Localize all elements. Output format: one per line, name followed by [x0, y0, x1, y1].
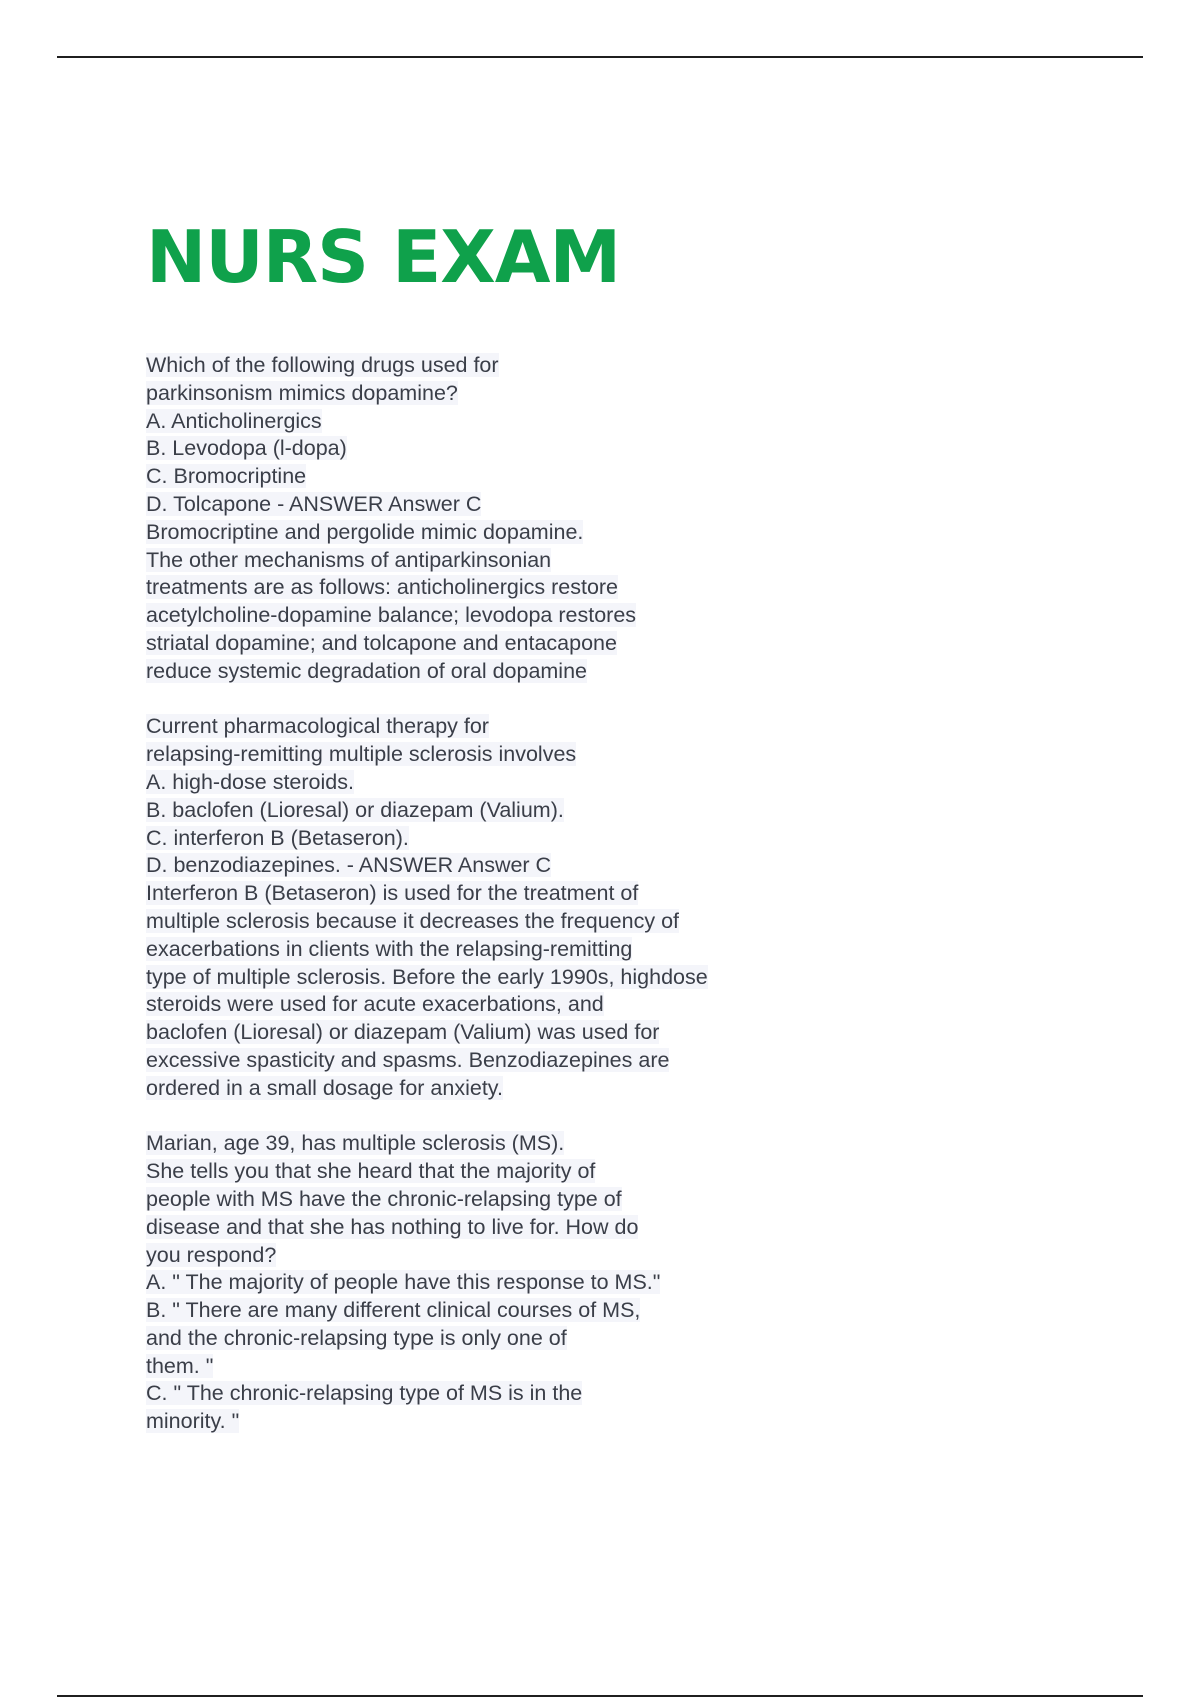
bottom-divider: [57, 1695, 1143, 1697]
answer-option: A. Anticholinergics: [146, 408, 322, 433]
text-line: She tells you that she heard that the majority of: [146, 1159, 596, 1184]
rationale-line: multiple sclerosis because it decreases the frequency of: [146, 908, 679, 933]
answer-option: C. " The chronic-relapsing type of MS is in the: [146, 1381, 583, 1406]
rationale-line: The other mechanisms of antiparkinsonian: [146, 547, 552, 572]
question-block-1: [146, 352, 826, 686]
rationale-line: treatments are as follows: anticholinergics restore: [146, 575, 619, 600]
document-title: NURS EXAM: [146, 215, 621, 299]
rationale-line: reduce systemic degradation of oral dopamine: [146, 658, 588, 683]
rationale-line: excessive spasticity and spasms. Benzodiazepines are: [146, 1047, 670, 1072]
answer-option: D. benzodiazepines. - ANSWER Answer C: [146, 853, 552, 878]
answer-option: and the chronic-relapsing type is only one of: [146, 1325, 567, 1350]
rationale-line: baclofen (Lioresal) or diazepam (Valium) was used for: [146, 1020, 660, 1045]
text-line: parkinsonism mimics dopamine?: [146, 380, 458, 405]
rationale-line: type of multiple sclerosis. Before the early 1990s, highdose: [146, 964, 708, 989]
text-line: Marian, age 39, has multiple sclerosis (MS).: [146, 1131, 565, 1156]
answer-option: B. baclofen (Lioresal) or diazepam (Valium).: [146, 797, 564, 822]
text-line: you respond?: [146, 1242, 277, 1267]
answer-option: C. Bromocriptine: [146, 464, 307, 489]
answer-option: them. ": [146, 1353, 214, 1378]
question-block-2: [146, 713, 826, 1102]
rationale-line: acetylcholine-dopamine balance; levodopa restores: [146, 603, 637, 628]
answer-option: B. Levodopa (l-dopa): [146, 436, 347, 461]
rationale-line: Bromocriptine and pergolide mimic dopamine.: [146, 519, 584, 544]
rationale-line: steroids were used for acute exacerbations, and: [146, 992, 604, 1017]
text-line: people with MS have the chronic-relapsing type of: [146, 1186, 622, 1211]
text-line: Current pharmacological therapy for: [146, 714, 489, 739]
text-line: relapsing-remitting multiple sclerosis involves: [146, 742, 577, 767]
answer-option: A. high-dose steroids.: [146, 769, 354, 794]
answer-option: B. " There are many different clinical courses of MS,: [146, 1298, 641, 1323]
rationale-line: exacerbations in clients with the relapsing-remitting: [146, 936, 633, 961]
rationale-line: ordered in a small dosage for anxiety.: [146, 1075, 503, 1100]
rationale-line: striatal dopamine; and tolcapone and entacapone: [146, 630, 617, 655]
top-divider: [57, 56, 1143, 58]
document-body: [146, 352, 826, 1464]
answer-option: C. interferon B (Betaseron).: [146, 825, 409, 850]
question-block-3: [146, 1130, 826, 1436]
text-line: disease and that she has nothing to live for. How do: [146, 1214, 639, 1239]
answer-option: minority. ": [146, 1409, 240, 1434]
rationale-line: Interferon B (Betaseron) is used for the treatment of: [146, 881, 639, 906]
text-line: Which of the following drugs used for: [146, 353, 499, 377]
answer-option: A. " The majority of people have this response to MS.": [146, 1270, 661, 1295]
answer-option: D. Tolcapone - ANSWER Answer C: [146, 491, 482, 516]
